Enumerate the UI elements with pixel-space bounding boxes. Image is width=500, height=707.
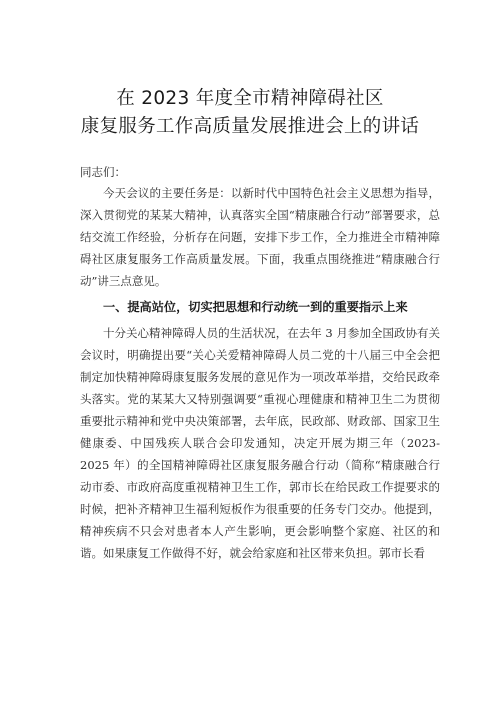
- document-title-line-2: 康复服务工作高质量发展推进会上的讲话: [80, 116, 420, 137]
- document-title-line-1: 在 2023 年度全市精神障碍社区: [116, 88, 384, 109]
- paragraph-section-1: 十分关心精神障碍人员的生活状况，在去年 3 月参加全国政协有关会议时，明确提出要“关心关爱精神障碍人员二党的十八届三中全会把制定加快精神障碍康复服务发展的意见作为一项改革举措，交给民政牵头落实。党的某某大又特别强调要“重视心理健康和精神卫生二为贯彻重要批示精神和党中央决策部署，去年底，民政部、财政部、国家卫生健康委、中国残疾人联合会印发通知，决定开展为期三年（2023-2025 年）的全国精神障碍社区康复服务融合行动（简称“精康融合行动市委、市政府高度重视精神卫生工作，郭市长在给民政工作提要求的时候，把补齐精神卫生福利短板作为很重要的任务专门交办。他提到，精神疾病不只会对患者本人产生影响，更会影响整个家庭、社区的和谐。如果康复工作做得不好，就会给家庭和社区带来负担。郭市长看: [80, 326, 440, 560]
- section-heading-1: 一、提高站位，切实把思想和行动统一到的重要指示上来: [103, 300, 408, 314]
- salutation: 同志们：: [80, 165, 126, 179]
- paragraph-intro: 今天会议的主要任务是：以新时代中国特色社会主义思想为指导，深入贯彻党的某某大精神，认真落实全国“精康融合行动”部署要求，总结交流工作经验，分析存在问题，安排下步工作，全力推进全市精神障碍社区康复服务工作高质量发展。下面，我重点围绕推进“精康融合行动”讲三点意见。: [80, 186, 440, 288]
